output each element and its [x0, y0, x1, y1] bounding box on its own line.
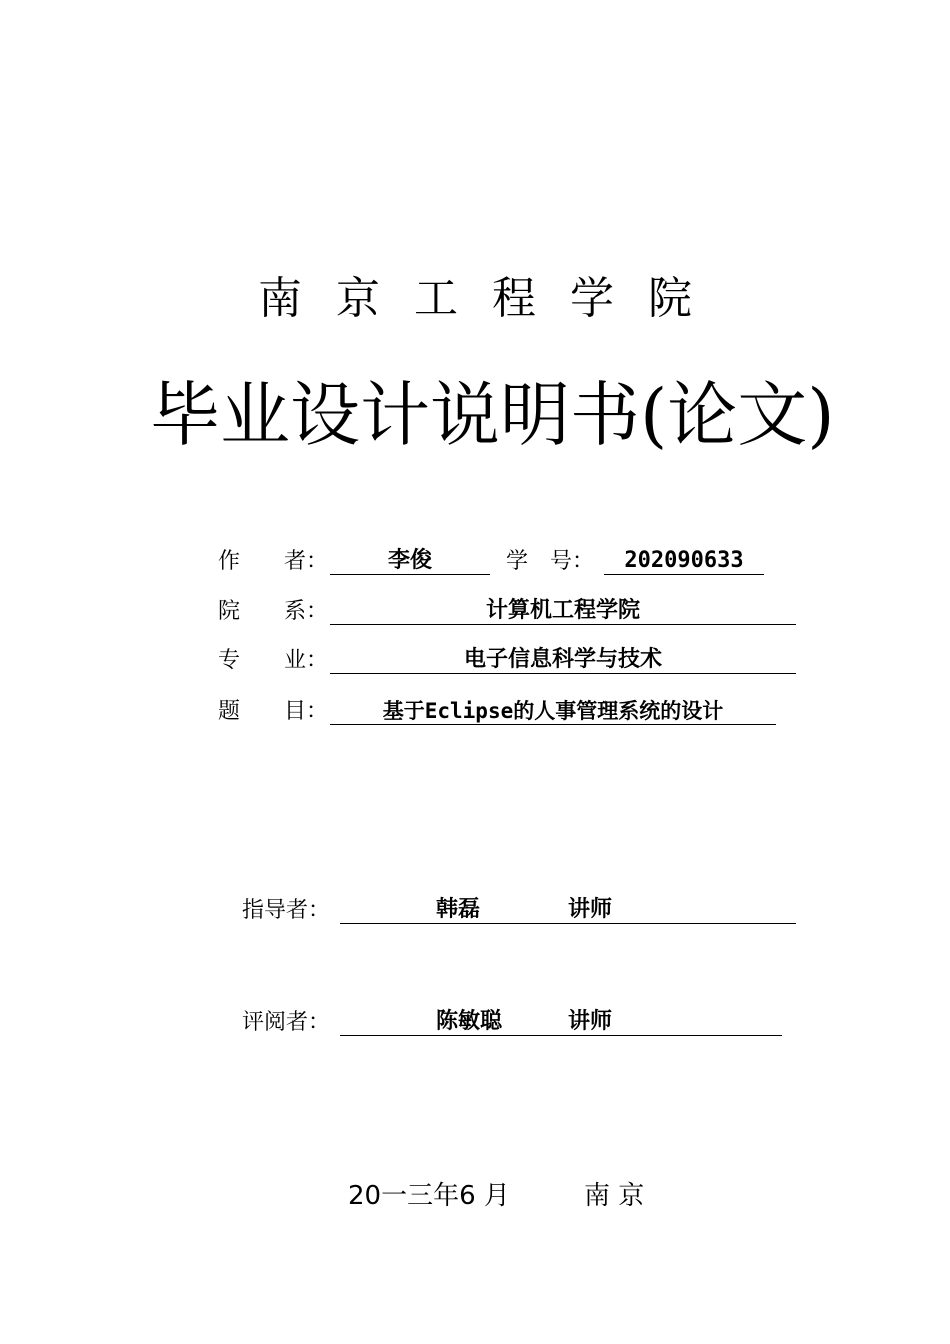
advisor-field — [340, 897, 796, 924]
author-label: 作 者： — [218, 549, 329, 574]
topic-value: 基于Eclipse的人事管理系统的设计 — [330, 698, 776, 725]
place: 南 京 — [584, 1181, 645, 1211]
major-value: 电子信息科学与技术 — [330, 647, 796, 674]
major-label: 专 业： — [218, 648, 329, 673]
advisor-name: 韩磊 — [436, 897, 481, 922]
advisor-label: 指导者： — [242, 898, 331, 923]
student-id-label: 学 号： — [506, 549, 595, 574]
department-label: 院 系： — [218, 599, 329, 624]
school-name: 南京工程学院 — [258, 273, 726, 324]
reviewer-name: 陈敏聪 — [436, 1009, 503, 1034]
advisor-rank: 讲师 — [568, 897, 613, 922]
reviewer-rank: 讲师 — [568, 1009, 613, 1034]
topic-label: 题 目： — [218, 699, 329, 724]
student-id-value: 202090633 — [604, 548, 764, 575]
reviewer-field — [340, 1009, 782, 1036]
document-title: 毕业设计说明书(论文) — [150, 374, 835, 456]
author-value: 李俊 — [330, 548, 490, 575]
reviewer-label: 评阅者： — [242, 1010, 331, 1035]
date: 20一三年6 月 — [348, 1181, 510, 1211]
department-value: 计算机工程学院 — [330, 598, 796, 625]
